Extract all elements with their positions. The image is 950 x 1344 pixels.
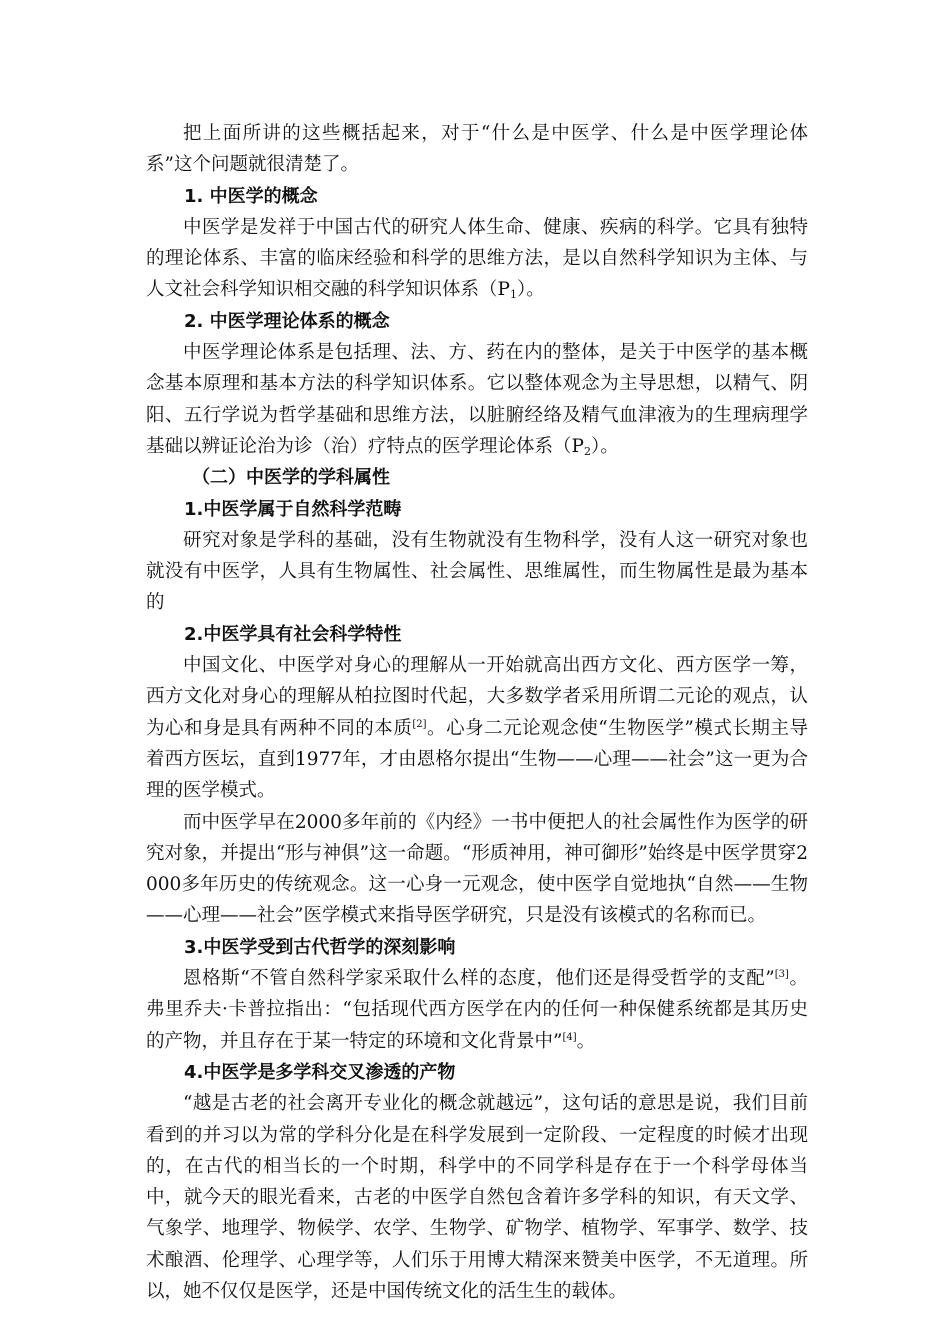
- heading-philosophy-influence: 3.中医学受到古代哲学的深刻影响: [184, 936, 456, 958]
- paragraph-tcm-concept: 中医学是发祥于中国古代的研究人体生命、健康、疾病的科学。它具有独特的理论体系、丰富的临床经验和科学的思维方法，是以自然科学知识为主体、与人文社会科学知识相交融的科学知识体系（P1）。: [146, 216, 808, 302]
- heading-multidisciplinary: 4.中医学是多学科交叉渗透的产物: [184, 1061, 456, 1083]
- heading-tcm-concept: 1. 中医学的概念: [184, 185, 318, 207]
- paragraph-theory-system: 中医学理论体系是包括理、法、方、药在内的整体，是关于中医学的基本概念基本原理和基本方法的科学知识体系。它以整体观念为主导思想，以精气、阴阳、五行学说为哲学基础和思维方法，以脏腑经络及精气血津液为的生理病理学基础以辨证论治为诊（治）疗特点的医学理论体系（P2）。: [146, 342, 808, 458]
- paragraph-multidisciplinary: “越是古老的社会离开专业化的概念就越远”，这句话的意思是说，我们目前看到的并习以为常的学科分化是在科学发展到一定阶段、一定程度的时候才出现的，在古代的相当长的一个时期，科学中的不同学科是存在于一个科学母体当中，就今天的眼光看来，古老的中医学自然包含着许多学科的知识，有天文学、气象学、地理学、物候学、农学、生物学、矿物学、植物学、军事学、数学、技术酿酒、伦理学、心理学等，人们乐于用博大精深来赞美中医学，不无道理。所以，她不仅仅是医学，还是中国传统文化的活生生的载体。: [146, 1093, 808, 1302]
- document-page: [146, 118, 808, 1307]
- heading-social-science: 2.中医学具有社会科学特性: [184, 623, 402, 645]
- paragraph-natural-science: 研究对象是学科的基础，没有生物就没有生物科学，没有人这一研究对象也就没有中医学，人具有生物属性、社会属性、思维属性，而生物属性是最为基本的: [146, 529, 808, 614]
- paragraph-philosophy: 恩格斯“不管自然科学家采取什么样的态度，他们还是得受哲学的支配”[3]。弗里乔夫·卡普拉指出：“包括现代西方医学在内的任何一种保健系统都是其历史的产物，并且存在于某一特定的环境和文化背景中”[4]。: [146, 968, 808, 1052]
- paragraph-summary: 把上面所讲的这些概括起来，对于“什么是中医学、什么是中医学理论体系”这个问题就很清楚了。: [146, 123, 808, 176]
- citation-ref: [4]: [562, 1031, 577, 1043]
- citation-ref: [3]: [774, 969, 789, 981]
- paragraph-neijing: 而中医学早在2000多年前的《内经》一书中便把人的社会属性作为医学的研究对象，并提出“形与神俱”这一命题。“形质神用，神可御形”始终是中医学贯穿2000多年历史的传统观念。这一心身一元观念，使中医学自觉地执“自然——生物——心理——社会”医学模式来指导医学研究，只是没有该模式的名称而已。: [146, 811, 808, 927]
- paragraph-social-science: 中国文化、中医学对身心的理解从一开始就高出西方文化、西方医学一筹，西方文化对身心的理解从柏拉图时代起，大多数学者采用所谓二元论的观点，认为心和身是具有两种不同的本质[2]。心身二元论观念使“生物医学”模式长期主导着西方医坛，直到1977年，才由恩格尔提出“生物——心理——社会”这一更为合理的医学模式。: [146, 655, 808, 802]
- heading-natural-science: 1.中医学属于自然科学范畴: [184, 498, 402, 520]
- heading-theory-system-concept: 2. 中医学理论体系的概念: [184, 310, 390, 332]
- heading-discipline-attributes: （二）中医学的学科属性: [192, 467, 390, 489]
- citation-ref: [2]: [412, 718, 427, 730]
